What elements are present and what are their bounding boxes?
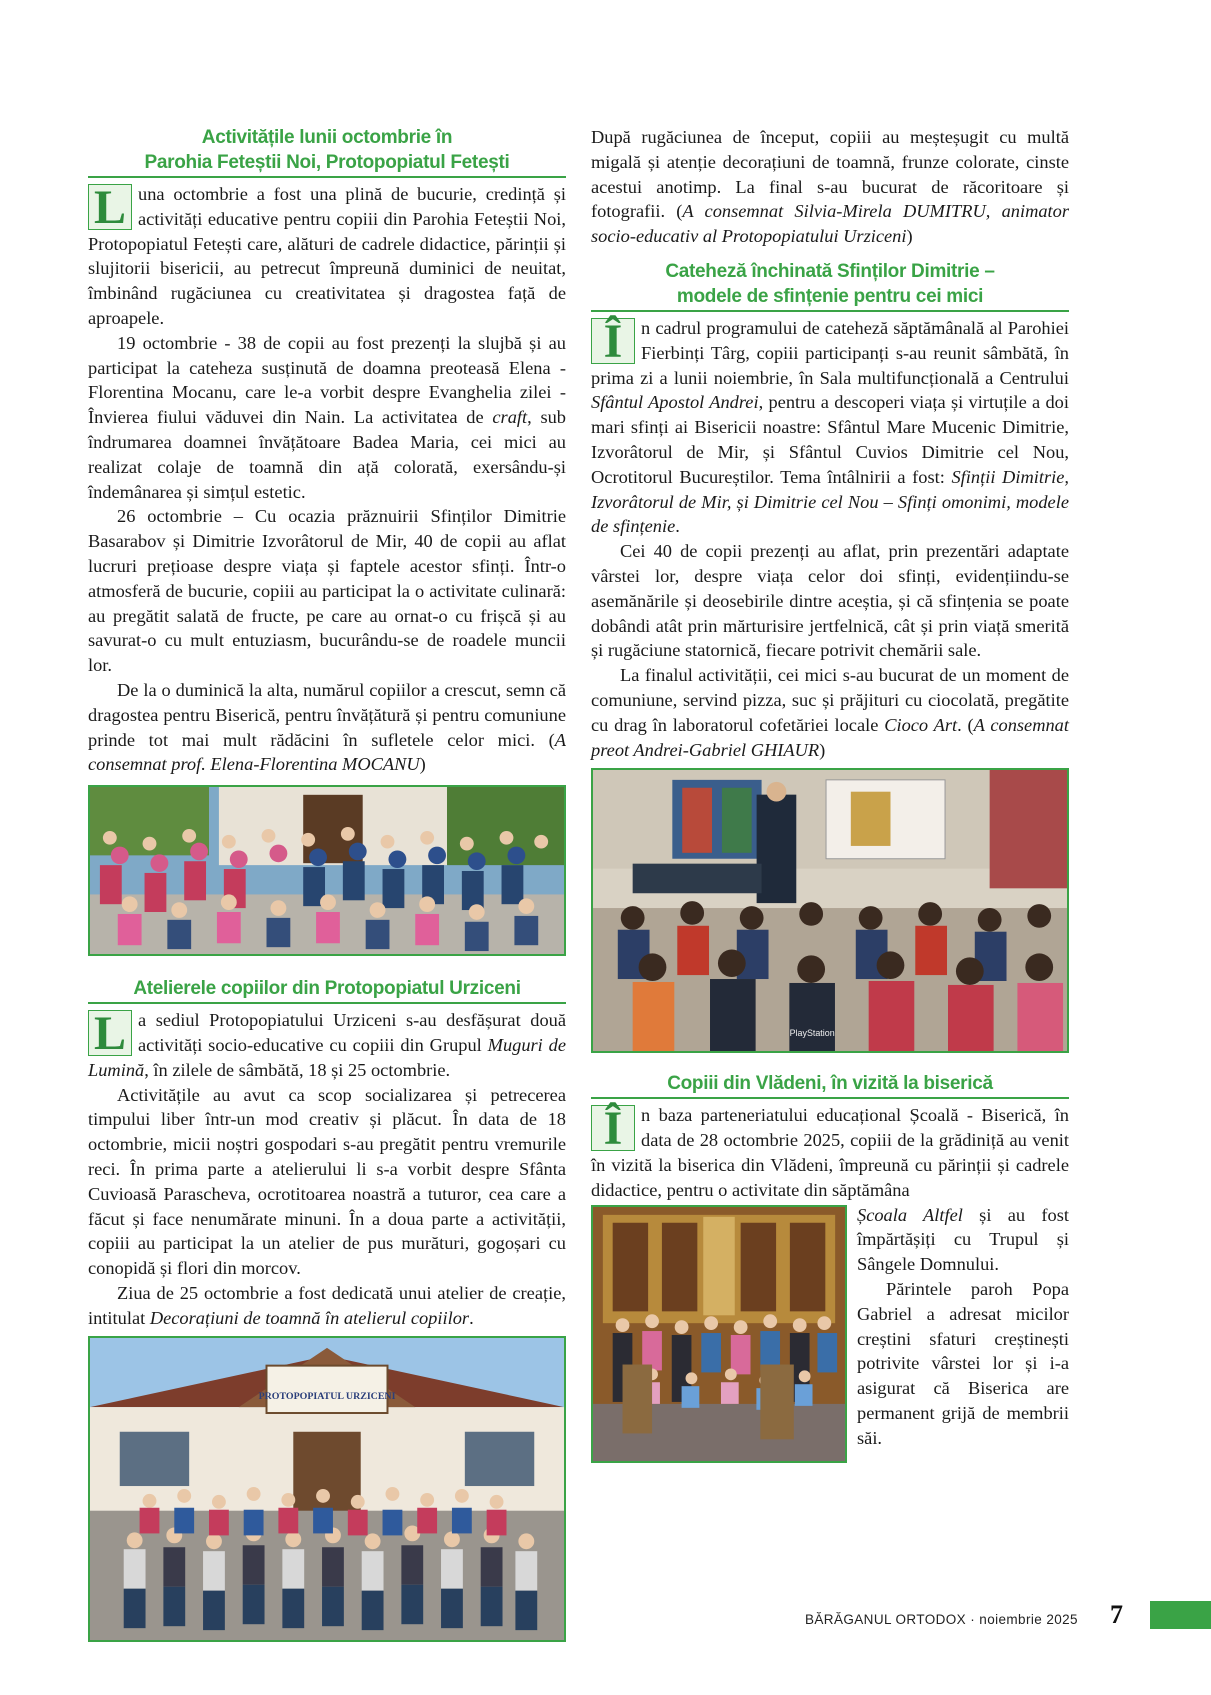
paragraph: Școala Altfel și au fost împărtășiți cu Trupul și Sângele Domnului. — [857, 1204, 1069, 1275]
paragraph: Activitățile au avut ca scop socializarea și petrecerea timpului liber într-un mod creativ și plăcut. În data de 18 octombrie, micii noștri gospodari s-au pregătit pentru vremurile reci. În prima parte a atelierului li s-a vorbit despre Sfânta Cuvioasă Parascheva, ocrotitoarea noastră a tuturor, cea care a făcut și face nenumărate minuni. În a doua parte a activității, copiii au participat la un atelier de pus murături, gogoșari cu conopidă și flori din morcov. — [88, 1084, 566, 1279]
author-signature: A consemnat prof. Elena-Florentina MOCANU — [88, 729, 566, 775]
drop-cap: Î — [591, 1105, 635, 1151]
paragraph: Ziua de 25 octombrie a fost dedicată unui atelier de creație, intitulat Decorațiuni de toamnă în atelierul copiilor. — [88, 1282, 566, 1328]
article-title: Copiii din Vlădeni, în vizită la biserică — [591, 1071, 1069, 1099]
photo-children-group-church — [88, 785, 566, 956]
paragraph: Părintele paroh Popa Gabriel a adresat micilor creștini sfaturi creștinești potrivite vârstei lor și i-a asigurat că Biserica are permanent grijă de membrii săi. — [857, 1278, 1069, 1448]
paragraph: L una octombrie a fost una plină de bucurie, credință și activități educative pentru copiii din Parohia Feteștii Noi, Protopopiatul Fetești care, alături de cadrele didactice, părinții și slujitorii bisericii, au petrecut împreună duminici de neuitat, îmbinând rugăciunea cu creativitatea și dragostea față de aproapele. — [88, 181, 566, 328]
author-signature: A consemnat Silvia-Mirela DUMITRU, animator socio-educativ al Protopopiatului Urziceni — [591, 201, 1070, 247]
paragraph: La finalul activității, cei mici s-au bucurat de un moment de comuniune, servind pizza, suc și prăjituri cu ciocolată, pregătite cu drag în laboratorul cofetăriei locale Cioco Art. (A consemnat preot Andrei-Gabriel GHIAUR) — [591, 665, 1069, 760]
paragraph: 26 octombrie – Cu ocazia prăznuirii Sfinților Dimitrie Basarabov și Dimitrie Izvorâtorul de Mir, 40 de copii au aflat lucruri prețioase despre viața și faptele acestor sfinți. Într-o atmosferă de bucurie, copiii au participat la o activitate culinară: au pregătit salată de fructe, pe care au ornat-o cu frișcă și au savurat-o cu mult entuziasm, bucurându-se de roadele muncii lor. — [88, 506, 566, 676]
paragraph: După rugăciunea de început, copiii au meșteșugit cu multă migală și atenție decorațiuni de toamnă, frunze colorate, cinste acestui anotimp. La final s-au bucurat de răcoritoare și fotografii. (A consemnat Silvia-Mirela DUMITRU, animator socio-educativ al Protopopiatului Urziceni) — [591, 127, 1070, 247]
paragraph: 19 octombrie - 38 de copii au fost prezenți la slujbă și au participat la cateheza susținută de doamna preoteasă Elena - Florentina Mocanu, care le-a vorbit despre Evanghelia zilei - Învierea fiului văduvei din Nain. La activitatea de craft, sub îndrumarea doamnei învățătoare Badea Maria, cei mici au realizat colaje de toamnă din ață colorată, exersându-și îndemânarea și simțul estetic. — [88, 332, 566, 502]
drop-cap: Î — [591, 318, 635, 364]
footer-publication: BĂRĂGANUL ORTODOX · noiembrie 2025 — [805, 1612, 1078, 1627]
paragraph: Cei 40 de copii prezenți au aflat, prin prezentări adaptate vârstei lor, despre viața celor doi sfinți, evidențiindu-se asemănările și deosebirile dintre aceștia, și că sfințenia se poate dobândi atât prin mărturisire jertfelnică, cât și prin viață smerită și rugăciune statornică, fiecare potrivit chemării sale. — [591, 541, 1069, 661]
page-tab-marker — [1150, 1601, 1211, 1629]
article-fetestii-noi — [88, 125, 566, 956]
building-sign-text: PROTOPOPIATUL URZICENI — [258, 1391, 396, 1403]
photo-church-interior — [591, 1205, 847, 1463]
article-title: Activitățile lunii octombrie în Parohia Feteștii Noi, Protopopiatul Fetești — [88, 125, 566, 178]
left-column — [88, 125, 566, 1642]
article-urziceni-workshops — [88, 976, 566, 1642]
paragraph: De la o duminică la alta, numărul copiilor a crescut, semn că dragostea pentru Biserică, pentru învățătură și pentru comuniune prinde tot mai mult rădăcini în sufletele celor mici. (A consemnat prof. Elena-Florentina MOCANU) — [88, 679, 566, 775]
paragraph: Î n baza parteneriatului educațional Școală - Biserică, în data de 28 octombrie 2025, copiii de la grădiniță au venit în vizită la biserica din Vlădeni, împreună cu părinții și cadrele didactice, pentru o activitate din săptămâna — [591, 1102, 1069, 1200]
paragraph: Î n cadrul programului de cateheză săptămânală al Parohiei Fierbinți Târg, copiii participanți s-au reunit sâmbătă, în prima zi a lunii noiembrie, în Sala multifuncțională a Centrului Sfântul Apostol Andrei, pentru a descoperi viața și virtuțile a doi mari sfinți ai Bisericii noastre: Sfântul Mare Mucenic Dimitrie, Izvorâtorul de Mir, și Sfântul Cuvios Dimitrie cel Nou, Ocrotitorul Bucureștilor. Tema întâlnirii a fost: Sfinții Dimitrie, Izvorâtorul de Mir, și Dimitrie cel Nou – Sfinți omonimi, modele de sfințenie. — [591, 314, 1069, 537]
drop-cap: L — [88, 184, 132, 230]
article-vladeni-visit — [591, 1071, 1069, 1450]
article-title: Atelierele copiilor din Protopopiatul Urziceni — [88, 976, 566, 1004]
photo-protopopiat-building-group — [88, 1336, 566, 1642]
paragraph: L a sediul Protopopiatului Urziceni s-au desfășurat două activități socio-educative cu copiii din Grupul Muguri de Lumină, în zilele de sâmbătă, 18 și 25 octombrie. — [88, 1007, 566, 1080]
article-title: Cateheză închinată Sfinților Dimitrie – modele de sfințenie pentru cei mici — [591, 259, 1069, 312]
drop-cap: L — [88, 1010, 132, 1056]
author-signature: A consemnat preot Andrei-Gabriel GHIAUR — [591, 714, 1069, 760]
right-column — [591, 125, 1069, 1467]
article-fierbinti-catechesis — [591, 259, 1069, 1053]
shirt-print-text: PlayStation — [789, 1028, 835, 1039]
page-number: 7 — [1110, 1600, 1123, 1629]
photo-catechesis-hall — [591, 768, 1069, 1053]
